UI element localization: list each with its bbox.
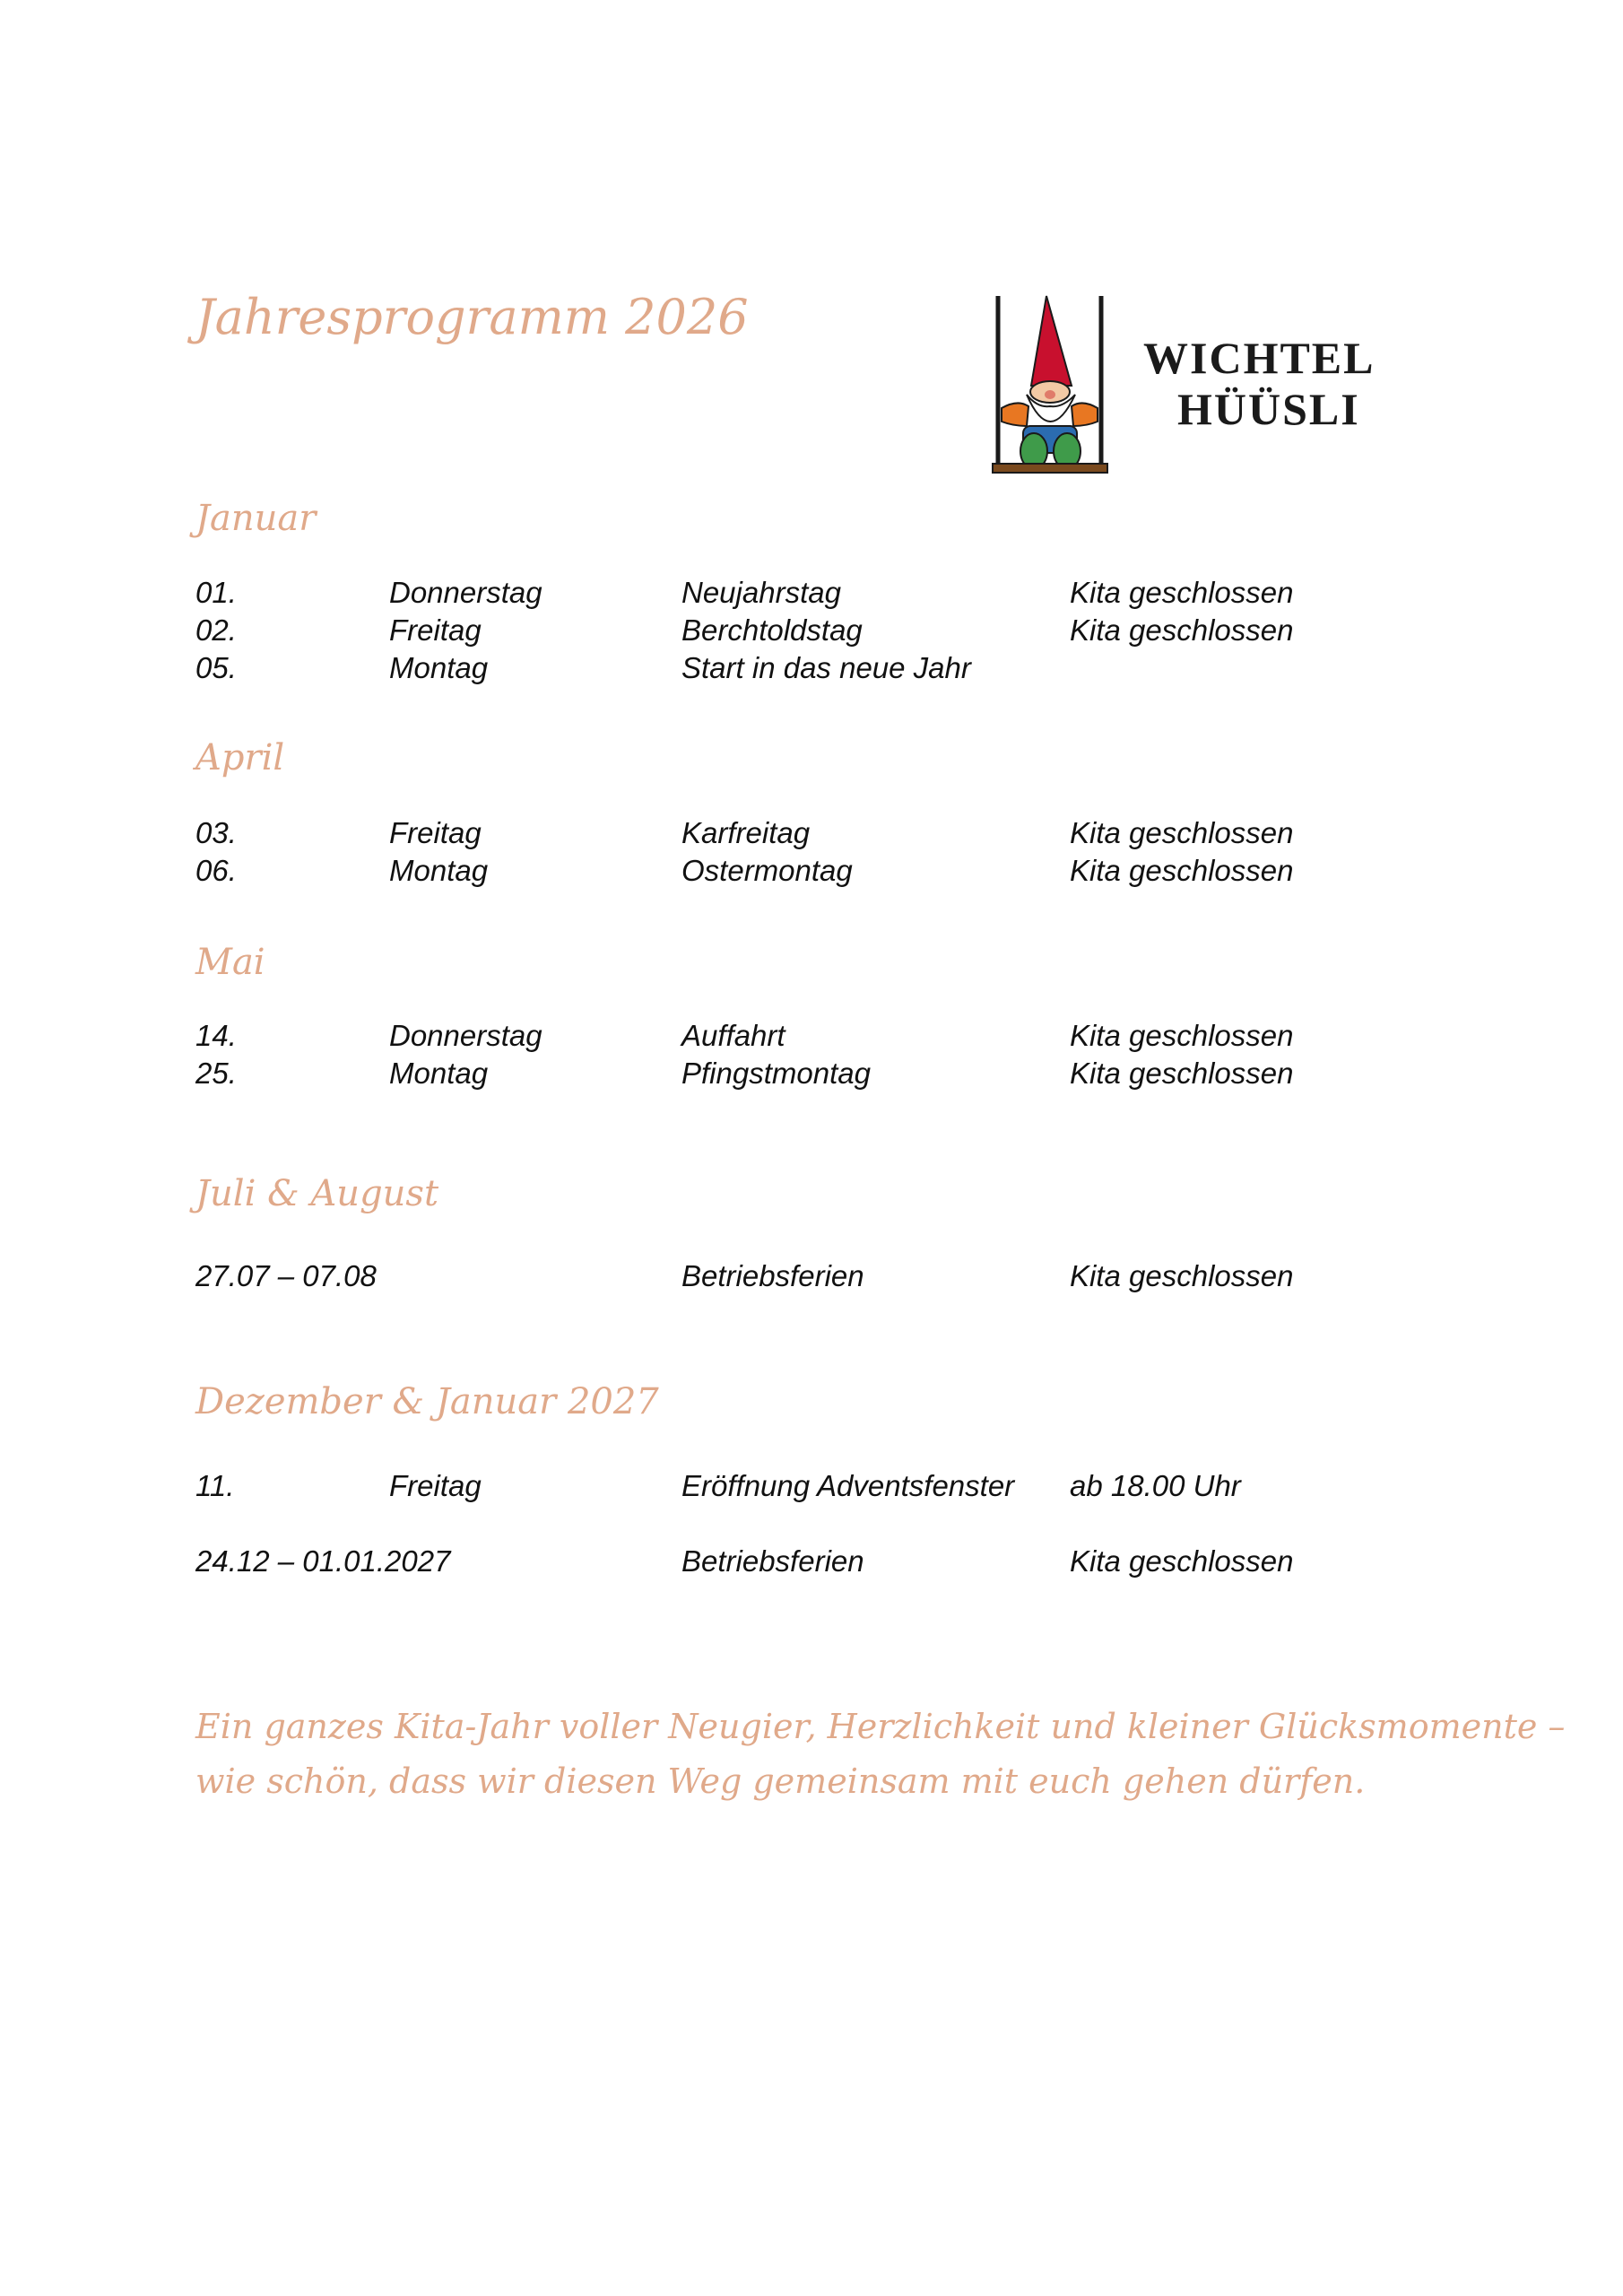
table-row bbox=[0, 613, 1623, 649]
row-event: Betriebsferien bbox=[681, 1259, 864, 1292]
row-event: Eröffnung Adventsfenster bbox=[681, 1469, 1015, 1502]
row-event: Ostermontag bbox=[681, 854, 853, 887]
row-date: 14. bbox=[195, 1019, 237, 1052]
logo-line-2: HÜÜSLI bbox=[1177, 384, 1360, 434]
row-event: Berchtoldstag bbox=[681, 613, 863, 647]
table-row bbox=[0, 1544, 1623, 1580]
row-weekday: Donnerstag bbox=[389, 576, 542, 609]
row-note: Kita geschlossen bbox=[1070, 1259, 1294, 1292]
row-event: Betriebsferien bbox=[681, 1544, 864, 1578]
row-date: 24.12 – 01.01.2027 bbox=[195, 1544, 451, 1578]
row-date: 06. bbox=[195, 854, 237, 887]
section-heading-april: April bbox=[195, 737, 285, 778]
row-note: Kita geschlossen bbox=[1070, 613, 1294, 647]
table-row bbox=[0, 1469, 1623, 1505]
row-note: Kita geschlossen bbox=[1070, 854, 1294, 887]
row-weekday: Montag bbox=[389, 854, 489, 887]
row-event: Pfingstmontag bbox=[681, 1057, 871, 1090]
section-heading-dezember-januar: Dezember & Januar 2027 bbox=[195, 1381, 659, 1422]
table-row bbox=[0, 854, 1623, 890]
table-row bbox=[0, 651, 1623, 687]
table-row bbox=[0, 1057, 1623, 1092]
row-event: Auffahrt bbox=[681, 1019, 785, 1052]
row-event: Karfreitag bbox=[681, 816, 811, 849]
page-title: Jahresprogramm 2026 bbox=[195, 289, 749, 345]
row-weekday: Montag bbox=[389, 651, 489, 684]
table-row bbox=[0, 1019, 1623, 1055]
row-note: Kita geschlossen bbox=[1070, 1544, 1294, 1578]
section-heading-januar: Januar bbox=[195, 498, 317, 539]
row-weekday: Freitag bbox=[389, 1469, 482, 1502]
row-date: 11. bbox=[195, 1469, 235, 1502]
row-event: Start in das neue Jahr bbox=[681, 651, 971, 684]
row-note: Kita geschlossen bbox=[1070, 1019, 1294, 1052]
table-row bbox=[0, 1259, 1623, 1295]
row-weekday: Freitag bbox=[389, 613, 482, 647]
row-weekday: Freitag bbox=[389, 816, 482, 849]
row-note: Kita geschlossen bbox=[1070, 1057, 1294, 1090]
section-heading-mai: Mai bbox=[195, 942, 265, 983]
row-note: ab 18.00 Uhr bbox=[1070, 1469, 1241, 1502]
logo bbox=[982, 291, 1430, 480]
row-date: 03. bbox=[195, 816, 237, 849]
logo-line-1: WICHTEL bbox=[1143, 333, 1376, 383]
closing-line-2: wie schön, dass wir diesen Weg gemeinsam mit euch gehen dürfen. bbox=[195, 1761, 1366, 1801]
closing-line-1: Ein ganzes Kita-Jahr voller Neugier, Herzlichkeit und kleiner Glücksmomente – bbox=[195, 1707, 1566, 1746]
row-note: Kita geschlossen bbox=[1070, 576, 1294, 609]
section-heading-juli-august: Juli & August bbox=[195, 1173, 439, 1214]
row-date: 05. bbox=[195, 651, 237, 684]
row-date: 02. bbox=[195, 613, 237, 647]
gnome-swing-icon bbox=[982, 291, 1125, 480]
row-note: Kita geschlossen bbox=[1070, 816, 1294, 849]
row-event: Neujahrstag bbox=[681, 576, 841, 609]
closing-text bbox=[195, 1700, 1566, 1809]
row-date: 27.07 – 07.08 bbox=[195, 1259, 377, 1292]
row-weekday: Montag bbox=[389, 1057, 489, 1090]
row-date: 25. bbox=[195, 1057, 237, 1090]
table-row bbox=[0, 816, 1623, 852]
row-weekday: Donnerstag bbox=[389, 1019, 542, 1052]
table-row bbox=[0, 576, 1623, 612]
row-date: 01. bbox=[195, 576, 237, 609]
